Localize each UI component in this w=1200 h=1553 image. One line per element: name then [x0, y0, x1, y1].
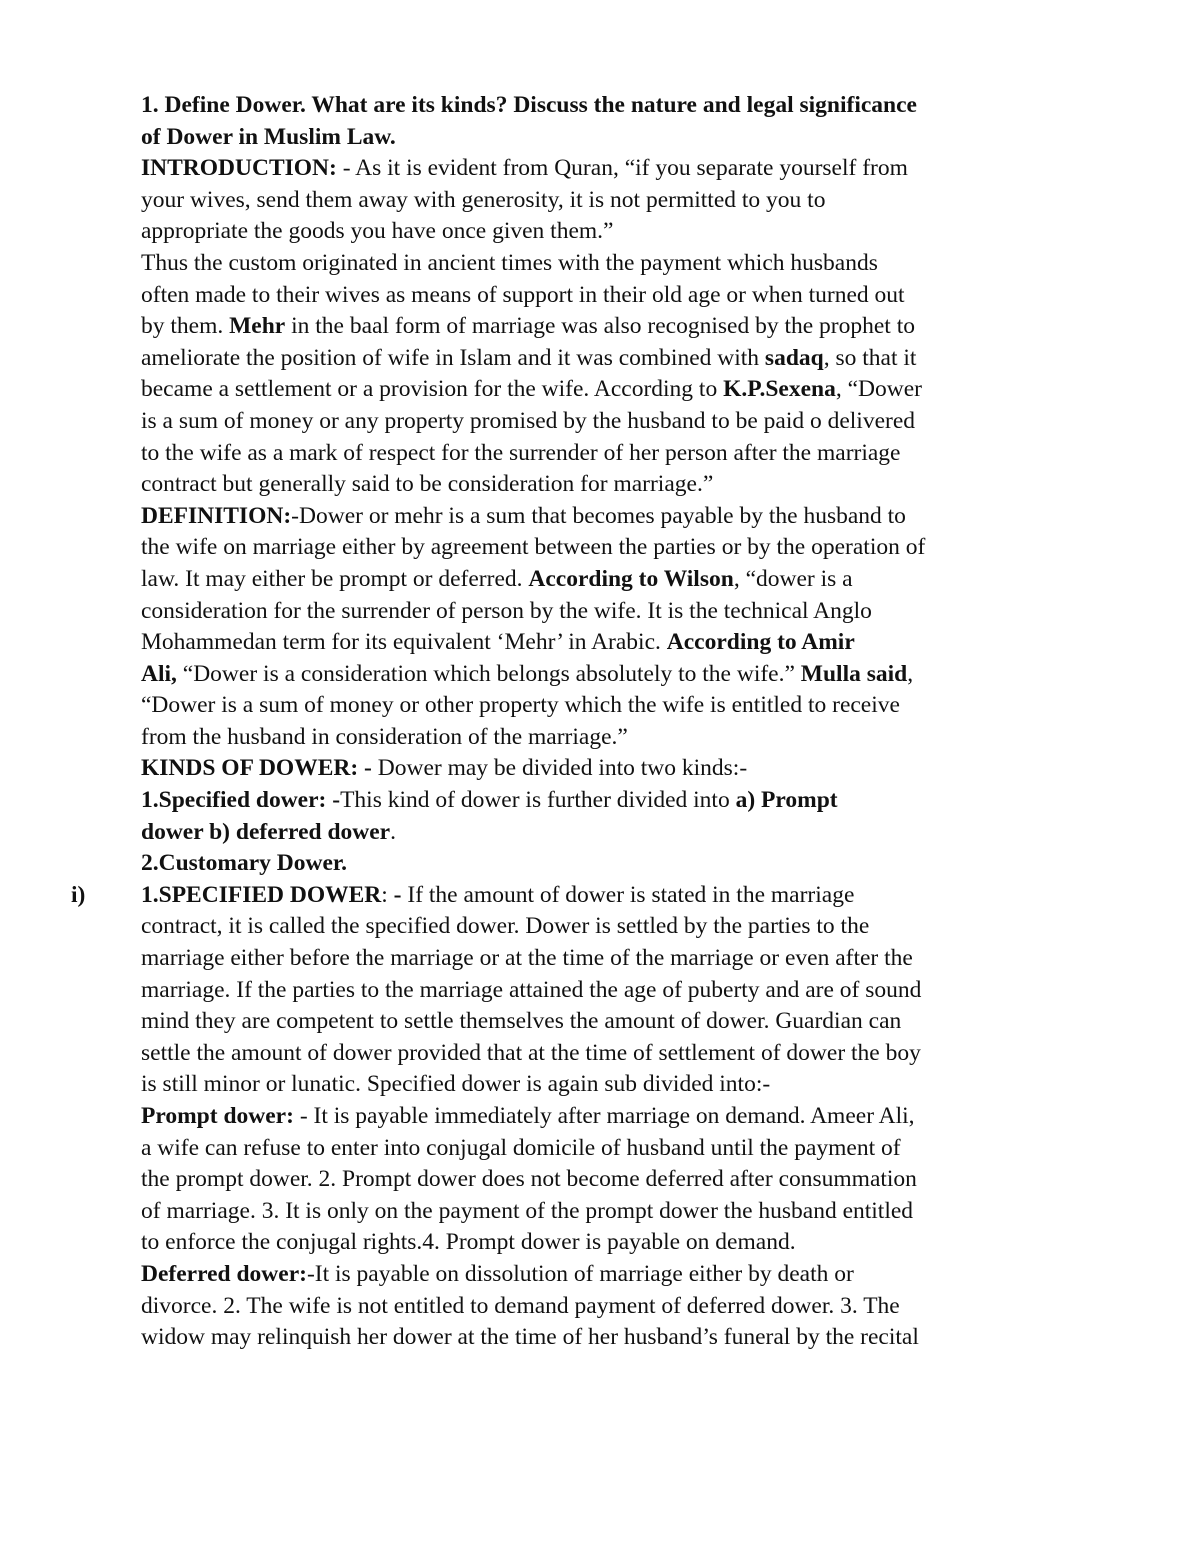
text-run: law. It may either be prompt or deferred. [141, 565, 529, 592]
text-line [141, 1133, 1071, 1165]
text-line [141, 438, 1071, 470]
text-run: : [381, 881, 394, 908]
text-run: marriage. If the parties to the marriage attained the age of puberty and are of sound [141, 976, 922, 1003]
bold-text: Mehr [229, 313, 286, 340]
bold-text: Ali, [141, 660, 177, 687]
text-run: appropriate the goods you have once given them.” [141, 218, 614, 245]
text-run: If the amount of dower is stated in the marriage [401, 881, 855, 908]
text-line [141, 185, 1071, 217]
text-run: consideration for the surrender of person by the wife. It is the technical Anglo [141, 597, 872, 624]
text-run: marriage either before the marriage or at the time of the marriage or even after the [141, 945, 913, 972]
bold-text: 1.SPECIFIED DOWER [141, 881, 382, 908]
bold-text: KINDS OF DOWER: - [141, 755, 372, 782]
bold-text: - [393, 881, 402, 908]
text-line [71, 880, 1071, 912]
text-line [141, 690, 1071, 722]
text-line [141, 122, 1071, 154]
bold-text: 1.Specified dower: - [141, 787, 341, 814]
bold-text: Prompt dower: [141, 1103, 294, 1129]
text-run: to enforce the conjugal rights.4. Prompt dower is payable on demand. [141, 1229, 796, 1256]
text-run: settle the amount of dower provided that at the time of settlement of dower the boy [141, 1039, 921, 1066]
text-run: . [390, 818, 396, 845]
text-run: divorce. 2. The wife is not entitled to demand payment of deferred dower. 3. The [141, 1292, 900, 1319]
text-run: a wife can refuse to enter into conjugal domicile of husband until the payment of [141, 1134, 901, 1161]
text-line [141, 627, 1071, 659]
text-run: your wives, send them away with generosity, it is not permitted to you to [141, 186, 826, 213]
text-line [141, 374, 1071, 406]
text-line [141, 722, 1071, 754]
text-line [141, 1291, 1071, 1323]
text-line [141, 1101, 1071, 1133]
text-line [141, 469, 1071, 501]
text-line [141, 343, 1071, 375]
bold-text: According to Amir [666, 629, 855, 656]
text-line [141, 1164, 1071, 1196]
text-run: to the wife as a mark of respect for the surrender of her person after the marriage [141, 439, 901, 466]
text-line [141, 596, 1071, 628]
text-line [141, 311, 1071, 343]
bold-text: dower b) deferred dower [141, 818, 391, 845]
bold-text: INTRODUCTION: [141, 155, 343, 182]
text-run: the prompt dower. 2. Prompt dower does not become deferred after consummation [141, 1166, 917, 1193]
text-run: , [907, 660, 914, 687]
text-run: is a sum of money or any property promised by the husband to be paid o delivered [141, 407, 916, 434]
text-line [141, 1069, 1071, 1101]
text-run: is still minor or lunatic. Specified dower is again sub divided into:- [141, 1071, 771, 1098]
text-run: contract, it is called the specified dower. Dower is settled by the parties to the [141, 913, 870, 940]
text-line [141, 975, 1071, 1007]
bold-text: Mulla said [800, 660, 908, 687]
text-run: ameliorate the position of wife in Islam and it was combined with [141, 344, 765, 371]
text-line [141, 1006, 1071, 1038]
bold-text: According to Wilson [528, 565, 734, 592]
text-run: contract but generally said to be consideration for marriage.” [141, 471, 714, 498]
text-line [141, 1196, 1071, 1228]
text-run: in the baal form of marriage was also recognised by the prophet to [285, 313, 915, 340]
text-run: mind they are competent to settle themselves the amount of dower. Guardian can [141, 1008, 902, 1035]
bold-text: Deferred dower: [141, 1260, 307, 1287]
text-run: the wife on marriage either by agreement between the parties or by the operation of [141, 534, 926, 561]
text-run: Mohammedan term for its equivalent ‘Mehr’ in Arabic. [141, 629, 667, 656]
text-run: by them. [141, 313, 230, 340]
text-run: , “Dower [835, 376, 922, 403]
text-line [141, 153, 1071, 185]
bold-text: sadaq [764, 344, 824, 371]
bold-text: of Dower in Muslim Law. [141, 123, 396, 150]
bold-text: 2.Customary Dower. [141, 850, 348, 877]
text-run: from the husband in consideration of the marriage.” [141, 723, 628, 750]
text-run: became a settlement or a provision for the wife. According to [141, 376, 724, 403]
text-line [141, 1038, 1071, 1070]
text-run: , so that it [823, 344, 917, 371]
text-run: -It is payable on dissolution of marriage either by death or [306, 1260, 854, 1287]
text-run: Thus the custom originated in ancient times with the payment which husbands [141, 249, 878, 276]
text-run: “Dower is a consideration which belongs absolutely to the wife.” [176, 660, 801, 687]
document-page [71, 90, 1071, 1354]
list-marker: i) [71, 881, 86, 908]
text-line [141, 943, 1071, 975]
text-line [141, 848, 1071, 880]
text-line [141, 248, 1071, 280]
text-line [141, 1259, 1071, 1291]
bold-text: K.P.Sexena [723, 376, 836, 403]
bold-text: a) Prompt [735, 787, 838, 814]
text-line [141, 1227, 1071, 1259]
text-run: - As it is evident from Quran, “if you separate yourself from [342, 155, 908, 182]
text-line [141, 911, 1071, 943]
text-line [141, 216, 1071, 248]
text-line [141, 280, 1071, 312]
text-line [141, 406, 1071, 438]
text-line [141, 785, 1071, 817]
text-run: widow may relinquish her dower at the time of her husband’s funeral by the recital [141, 1324, 919, 1351]
text-line [141, 501, 1071, 533]
text-run: Dower may be divided into two kinds:- [371, 755, 748, 782]
text-line [141, 90, 1071, 122]
text-line [141, 532, 1071, 564]
text-line [141, 753, 1071, 785]
text-line [141, 817, 1071, 849]
text-run: , “dower is a [733, 565, 853, 592]
text-line [141, 1322, 1071, 1354]
text-run: This kind of dower is further divided into [340, 787, 736, 814]
text-run: - It is payable immediately after marriage on demand. Ameer Ali, [293, 1103, 915, 1129]
bold-text: DEFINITION: [141, 502, 292, 529]
text-run: -Dower or mehr is a sum that becomes payable by the husband to [291, 502, 906, 529]
text-line [141, 564, 1071, 596]
bold-text: 1. Define Dower. What are its kinds? Discuss the nature and legal significance [141, 92, 917, 118]
text-run: often made to their wives as means of support in their old age or when turned out [141, 281, 905, 308]
text-line [141, 659, 1071, 691]
text-run: “Dower is a sum of money or other property which the wife is entitled to receive [141, 692, 900, 719]
text-run: of marriage. 3. It is only on the payment of the prompt dower the husband entitled [141, 1197, 914, 1224]
